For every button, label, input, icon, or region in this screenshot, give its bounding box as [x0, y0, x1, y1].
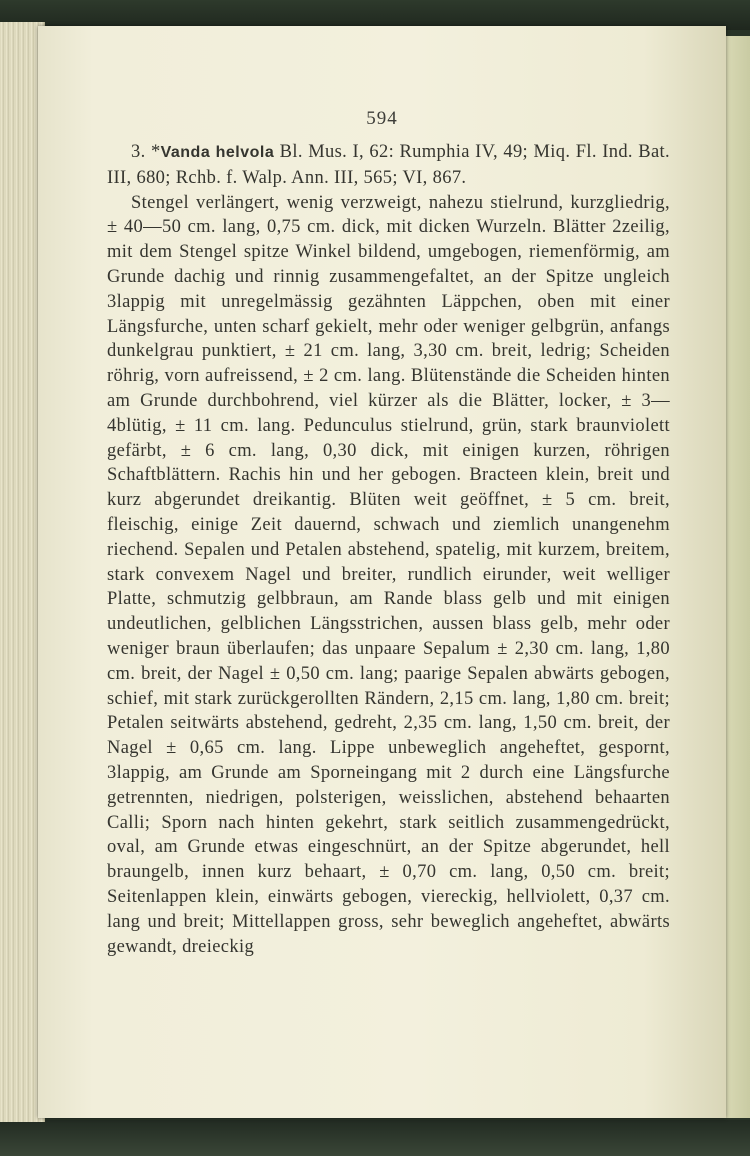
species-description: Stengel verlängert, wenig verzweigt, nahezu stielrund, kurzgliedrig, ± 40—50 cm. lang, 0,75 cm. dick, mit dicken Wurzeln. Blätter 2zeilig, mit dem Stengel spitze Winkel bildend, umgebogen, riemenförmig, am Grunde dachig und rinnig zusammengefaltet, an der Spitze ungleich 3lappig mit unregelmässig gezähnten Läppchen, oben mit einer Längsfurche, unten scharf gekielt, mehr oder weniger gelbgrün, anfangs dunkelgrau punktiert, ± 21 cm. lang, 3,30 cm. breit, ledrig; Scheiden röhrig, vorn aufreissend, ± 2 cm. lang. Blütenstände die Scheiden hinten am Grunde durchbohrend, viel kürzer als die Blätter, locker, ± 3—4blütig, ± 11 cm. lang. Pedunculus stielrund, grün, stark braunviolett gefärbt, ± 6 cm. lang, 0,30 dick, mit einigen kurzen, röhrigen Schaftblättern. Rachis hin und her gebogen. Bracteen klein, breit und kurz abgerundet dreikantig. Blüten weit geöffnet, ± 5 cm. breit, fleischig, einige Zeit dauernd, schwach und ziemlich unangenehm riechend. Sepalen und Petalen abstehend, spatelig, mit kurzem, breitem, stark convexem Nagel und breiter, rundlich eirunder, weit welliger Platte, schmutzig gelbbraun, am Rande blass gelb und mit einigen undeutlichen, gelblichen Längsstrichen, aussen blass gelb, mehr oder weniger braun überlaufen; das unpaare Sepalum ± 2,30 cm. lang, 1,80 cm. breit, der Nagel ± 0,50 cm. lang; paarige Sepalen abwärts gebogen, schief, mit stark zurückgerollten Rändern, 2,15 cm. lang, 1,80 cm. breit; Petalen seitwärts abstehend, gedreht, 2,35 cm. lang, 1,50 cm. breit, der Nagel ± 0,65 cm. lang. Lippe unbeweglich angeheftet, gespornt, 3lappig, am Grunde am Sporneingang mit 2 durch eine Längsfurche getrennten, niedrigen, polsterigen, weisslichen, abstehend behaarten Calli; Sporn nach hinten gekehrt, stark seitlich zusammengedrückt, oval, am Grunde etwas eingeschnürt, an der Spitze abgerundet, hell braungelb, innen kurz behaart, ± 0,70 cm. lang, 0,50 cm. breit; Seitenlappen klein, einwärts gebogen, viereckig, hellviolett, 0,37 cm. lang und breit; Mittellappen gross, sehr beweglich angeheftet, abwärts gewandt, dreieckig — [107, 192, 670, 957]
entry-number: 3. * — [131, 142, 161, 162]
species-name: helvola — [215, 144, 275, 161]
book-cover-bottom — [0, 1120, 750, 1156]
page-text — [107, 140, 670, 959]
citation-line-1: Bl. Mus. I, 62: Rumphia IV, 49; Miq. Fl. — [279, 142, 597, 162]
page-number: 594 — [366, 108, 398, 129]
citation-line-2: Ind. Bat. III, 680; Rchb. f. Walp. Ann. III, 565; VI, 867. — [107, 142, 671, 188]
species-entry-heading — [107, 140, 670, 191]
genus-name: Vanda — [160, 144, 211, 161]
